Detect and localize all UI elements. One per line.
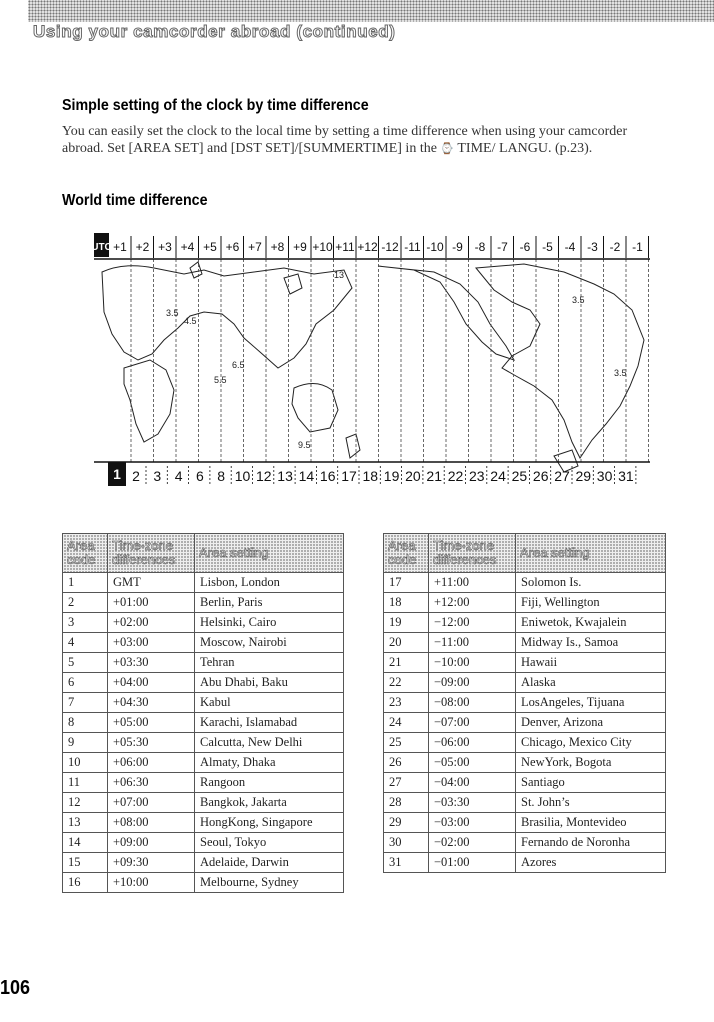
time-diff-cell: −06:00 [429,733,516,753]
offset-label: +4 [180,240,195,254]
area-code-label: 29 [575,468,592,484]
area-table-right [383,533,666,873]
area-code-cell: 25 [384,733,429,753]
label-3-5-east: 3.5 [572,295,585,305]
offset-label: -3 [587,240,598,254]
offset-label: +7 [248,240,262,254]
time-diff-cell: +09:30 [108,853,195,873]
world-time-map [91,228,650,490]
area-code-label: 6 [196,468,204,484]
time-diff-cell: −09:00 [429,673,516,693]
area-setting-cell: Hawaii [516,653,666,673]
area-code-label: 22 [447,468,464,484]
offset-labels [113,236,648,258]
time-diff-cell: +04:00 [108,673,195,693]
offset-label: -5 [542,240,553,254]
header-banner [28,0,714,22]
area-code-cell: 14 [63,833,108,853]
table-row [63,753,344,773]
table-row [63,793,344,813]
area-code-cell: 11 [63,773,108,793]
area-code-cell: 23 [384,693,429,713]
area-code-cell: 1 [63,573,108,593]
area-code-cell: 22 [384,673,429,693]
area-code-cell: 4 [63,633,108,653]
table-row [63,813,344,833]
area-setting-cell: Almaty, Dhaka [195,753,344,773]
offset-label: -2 [609,240,621,254]
utc-badge: UTC [91,242,112,253]
offset-label: +2 [135,240,150,254]
area-setting-cell: HongKong, Singapore [195,813,344,833]
time-diff-cell: GMT [108,573,195,593]
area-code-label: 4 [174,468,183,484]
section-body [62,123,652,157]
area-code-cell: 8 [63,713,108,733]
area-setting-cell: St. John’s [516,793,666,813]
time-diff-cell: −11:00 [429,633,516,653]
area-code-cell: 3 [63,613,108,633]
table-row [63,693,344,713]
offset-label: -9 [452,240,463,254]
area-code-label: 3 [153,468,162,484]
time-diff-cell: +04:30 [108,693,195,713]
time-diff-cell: +02:00 [108,613,195,633]
time-diff-cell: +08:00 [108,813,195,833]
area-setting-cell: Fernando de Noronha [516,833,666,853]
top-scale [91,233,650,259]
area-code-cell: 28 [384,793,429,813]
area-setting-cell: Alaska [516,673,666,693]
offset-label: +12 [357,240,378,254]
time-diff-cell: +10:00 [108,873,195,893]
area-code-label: 19 [383,468,400,484]
area-setting-cell: Abu Dhabi, Baku [195,673,344,693]
area-code-label: 24 [490,468,506,484]
table-row [63,733,344,753]
area-code-cell: 19 [384,613,429,633]
label-13: 13 [334,270,345,280]
area-setting-cell: Denver, Arizona [516,713,666,733]
body-text-1: You can easily set the clock to the local time by setting a time difference when using your camcorder abroad. Set [AREA SET] and [DST SET]/[SUMMERTIME] in the [62,124,628,156]
time-diff-cell: −08:00 [429,693,516,713]
area-setting-cell: Seoul, Tokyo [195,833,344,853]
area-code-cell: 13 [63,813,108,833]
area-setting-cell: NewYork, Bogota [516,753,666,773]
offset-label: -10 [426,240,444,254]
time-diff-cell: +03:30 [108,653,195,673]
area-code-label: 31 [618,468,634,484]
area-code-label: 18 [362,468,379,484]
time-diff-cell: +06:30 [108,773,195,793]
time-diff-cell: +05:30 [108,733,195,753]
area-code-cell: 29 [384,813,429,833]
label-3-5-west: 3.5 [166,308,179,318]
time-diff-cell: +03:00 [108,633,195,653]
area-code-label: 8 [217,468,226,484]
time-diff-cell: −01:00 [429,853,516,873]
table-row [384,633,666,653]
offset-label: -7 [497,240,508,254]
area-setting-cell: Melbourne, Sydney [195,873,344,893]
table-row [63,653,344,673]
time-zone-lines [131,259,649,462]
col-area-setting: Area setting [195,534,344,573]
body-text-2: TIME/ LANGU. (p.23). [454,141,593,156]
table-row [63,633,344,653]
area-setting-cell: LosAngeles, Tijuana [516,693,666,713]
area-code-cell: 17 [384,573,429,593]
area-code-cell: 26 [384,753,429,773]
table-row [63,873,344,893]
area-setting-cell: Lisbon, London [195,573,344,593]
table-row [384,833,666,853]
area-setting-cell: Brasilia, Montevideo [516,813,666,833]
col-area-setting: Area setting [516,534,666,573]
area-table-left [62,533,344,893]
area-code-label: 20 [405,468,421,484]
table-row [63,773,344,793]
time-diff-cell: −02:00 [429,833,516,853]
label-6-5: 6.5 [232,360,245,370]
bottom-scale [94,462,650,486]
area-setting-cell: Bangkok, Jakarta [195,793,344,813]
offset-label: +8 [270,240,285,254]
offset-label: -11 [404,240,421,254]
table-row [63,613,344,633]
offset-label: +11 [335,240,355,254]
area-code-label: 13 [277,468,293,484]
area-setting-cell: Chicago, Mexico City [516,733,666,753]
offset-label: +10 [312,240,333,254]
time-diff-cell: −07:00 [429,713,516,733]
area-code-label: 30 [596,468,613,484]
table-row [384,813,666,833]
area-code-cell: 2 [63,593,108,613]
clock-menu-icon: ⌚ [440,142,455,155]
area-setting-cell: Tehran [195,653,344,673]
offset-label: -8 [474,240,486,254]
offset-label: -4 [564,240,576,254]
col-area-code: Area code [63,534,108,573]
table-row [384,653,666,673]
table-row [63,713,344,733]
table-row [384,693,666,713]
section-title: Simple setting of the clock by time difference [62,97,369,114]
table-row [63,853,344,873]
area-code-cell: 16 [63,873,108,893]
area-code-cell: 5 [63,653,108,673]
time-diff-cell: +05:00 [108,713,195,733]
time-diff-cell: −04:00 [429,773,516,793]
area-code-cell: 24 [384,713,429,733]
offset-label: +6 [225,240,240,254]
table-row [63,833,344,853]
area-code-cell: 6 [63,673,108,693]
area-setting-cell: Berlin, Paris [195,593,344,613]
area-code-label: 23 [469,468,485,484]
area-setting-cell: Eniwetok, Kwajalein [516,613,666,633]
time-diff-cell: +12:00 [429,593,516,613]
world-title: World time difference [62,192,208,209]
time-diff-cell: +07:00 [108,793,195,813]
table-row [384,613,666,633]
area-code-cell: 20 [384,633,429,653]
col-time-diff: Time-zone differences [429,534,516,573]
label-5-5: 5.5 [214,375,227,385]
time-diff-cell: −05:00 [429,753,516,773]
area-setting-cell: Fiji, Wellington [516,593,666,613]
area-setting-cell: Moscow, Nairobi [195,633,344,653]
page-number: 106 [0,977,31,999]
area-setting-cell: Helsinki, Cairo [195,613,344,633]
area-code-cell: 15 [63,853,108,873]
area-code-cell: 30 [384,833,429,853]
offset-label: +9 [293,240,307,254]
area-code-label: 27 [554,468,570,484]
offset-label: +3 [158,240,172,254]
area-setting-cell: Midway Is., Samoa [516,633,666,653]
time-diff-cell: −10:00 [429,653,516,673]
time-diff-cell: +06:00 [108,753,195,773]
area-setting-cell: Adelaide, Darwin [195,853,344,873]
table-row [384,573,666,593]
area-code-labels [132,466,636,486]
table-row [384,753,666,773]
area-code-label: 2 [132,468,140,484]
area-setting-cell: Rangoon [195,773,344,793]
area-code-cell: 9 [63,733,108,753]
area-setting-cell: Karachi, Islamabad [195,713,344,733]
offset-label: -6 [519,240,531,254]
area-code-label: 26 [532,468,549,484]
table-row [384,593,666,613]
offset-label: +5 [203,240,217,254]
area-setting-cell: Santiago [516,773,666,793]
label-3-5-south: 3.5 [614,368,627,378]
half-hour-labels [166,270,627,450]
world-map-figure [91,228,650,490]
area-code-label: 17 [341,468,357,484]
area-code-label: 10 [234,468,251,484]
area-setting-cell: Calcutta, New Delhi [195,733,344,753]
offset-label: +1 [113,240,127,254]
time-diff-cell: +01:00 [108,593,195,613]
table-row [384,733,666,753]
offset-label: -12 [381,240,399,254]
table-row [384,793,666,813]
area-code-cell: 10 [63,753,108,773]
area-code-cell: 31 [384,853,429,873]
table-row [384,713,666,733]
table-row [63,593,344,613]
time-diff-cell: +09:00 [108,833,195,853]
area-code-label: 25 [511,468,528,484]
continent-outlines [102,262,644,472]
table-row [384,673,666,693]
area-setting-cell: Kabul [195,693,344,713]
area-code-label: 16 [319,468,336,484]
area-code-label: 14 [298,468,315,484]
area-code-label: 12 [256,468,272,484]
col-time-diff: Time-zone differences [108,534,195,573]
label-9-5: 9.5 [298,440,311,450]
area-code-cell: 27 [384,773,429,793]
area-code-cell: 7 [63,693,108,713]
time-diff-cell: −03:00 [429,813,516,833]
area-code-cell: 18 [384,593,429,613]
time-diff-cell: +11:00 [429,573,516,593]
area-badge: 1 [113,466,121,482]
time-diff-cell: −12:00 [429,613,516,633]
offset-label: -1 [632,240,643,254]
time-diff-cell: −03:30 [429,793,516,813]
col-area-code: Area code [384,534,429,573]
page-header: Using your camcorder abroad (continued) [33,22,396,41]
table-row [63,673,344,693]
area-setting-cell: Azores [516,853,666,873]
area-code-label: 21 [426,468,442,484]
table-row [63,573,344,593]
area-code-cell: 12 [63,793,108,813]
table-row [384,853,666,873]
label-4-5: 4.5 [184,316,197,326]
area-code-cell: 21 [384,653,429,673]
table-row [384,773,666,793]
area-setting-cell: Solomon Is. [516,573,666,593]
